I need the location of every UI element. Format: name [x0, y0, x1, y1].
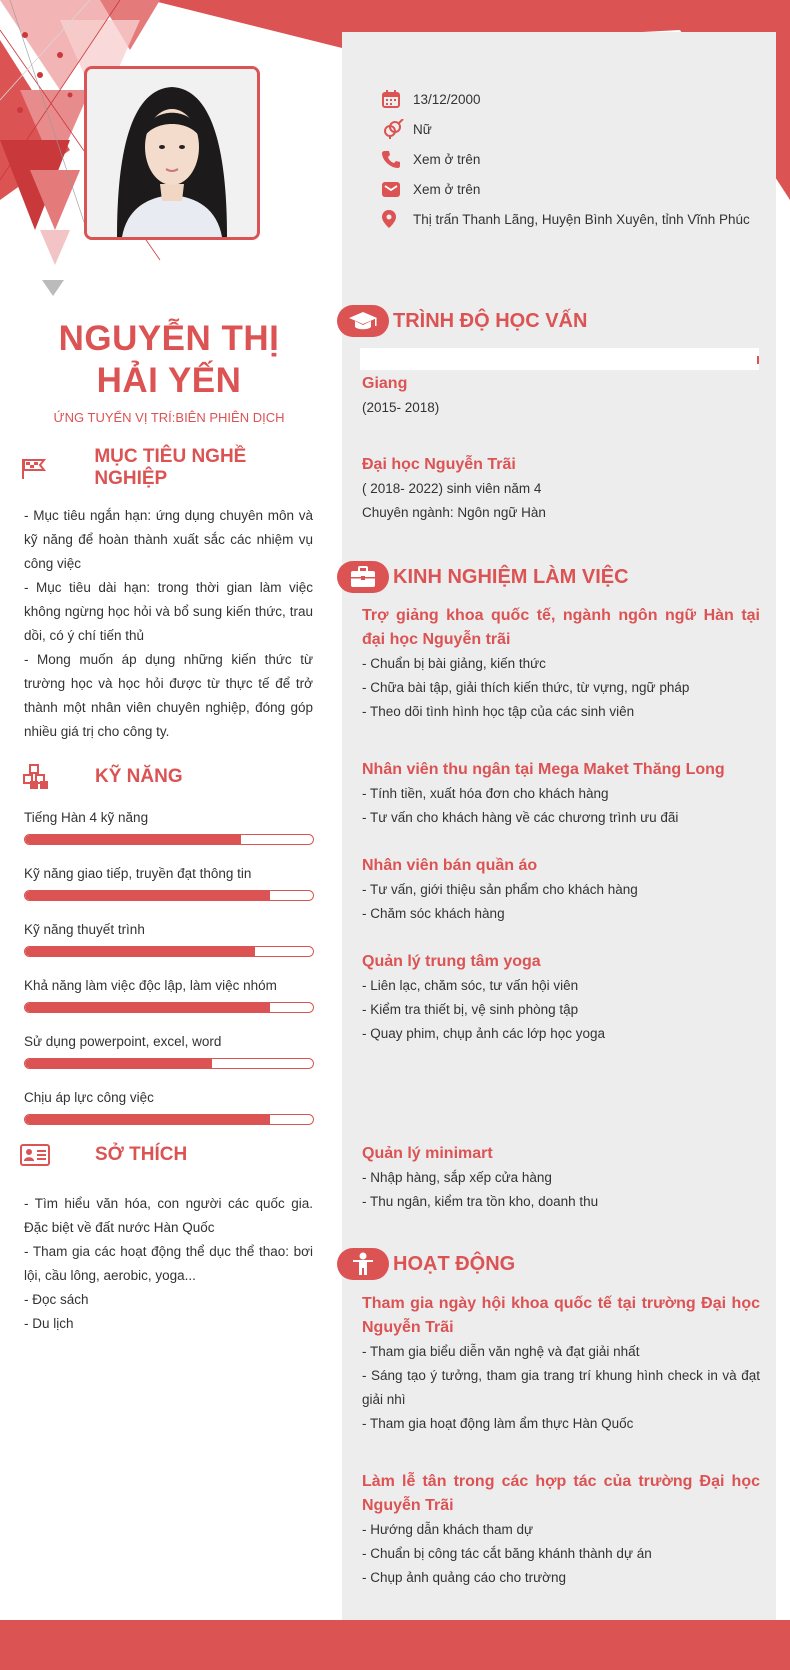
- section-title-objective: [20, 446, 320, 489]
- id-card-icon: [20, 1140, 54, 1170]
- skill-item: [24, 977, 314, 1033]
- flag-icon: [20, 453, 53, 483]
- experience-line: - Chuẩn bị bài giảng, kiến thức: [362, 656, 546, 671]
- experience-line: - Liên lạc, chăm sóc, tư vấn hội viên: [362, 978, 579, 993]
- activity-title: Tham gia ngày hội khoa quốc tế tại trường Đại học Nguyễn Trãi: [362, 1295, 760, 1336]
- activity-line: - Tham gia hoạt động làm ẩm thực Hàn Quốc: [362, 1416, 634, 1431]
- skill-level-bar: [24, 1058, 314, 1069]
- experience-entry: [362, 604, 760, 724]
- experience-title: Quản lý trung tâm yoga: [362, 953, 541, 970]
- education-line: (2015- 2018): [362, 400, 440, 415]
- contact-email: [382, 174, 782, 204]
- experience-line: - Tính tiền, xuất hóa đơn cho khách hàng: [362, 786, 609, 801]
- skill-level-fill: [25, 1115, 270, 1124]
- location-icon: [382, 208, 413, 230]
- objective-text: [24, 504, 313, 744]
- contact-gender: [382, 114, 782, 144]
- applied-position: ỨNG TUYỂN VỊ TRÍ:BIÊN PHIÊN DỊCH: [53, 410, 285, 425]
- hobby-line: - Đọc sách: [24, 1292, 89, 1307]
- activity-line: - Hướng dẫn khách tham dự: [362, 1522, 534, 1537]
- contact-text: Nữ: [413, 121, 432, 137]
- experience-line: - Nhập hàng, sắp xếp cửa hàng: [362, 1170, 552, 1185]
- activity-line: - Sáng tạo ý tưởng, tham gia trang trí khung hình check in và đạt giải nhì: [362, 1368, 760, 1407]
- education-bar-marker: [757, 356, 759, 364]
- experience-title: Nhân viên thu ngân tại Mega Maket Thăng Long: [362, 761, 725, 778]
- portrait-image: [87, 69, 257, 237]
- section-title-text: HOẠT ĐỘNG: [393, 1252, 516, 1275]
- experience-entry: [362, 758, 760, 830]
- email-icon: [382, 178, 413, 200]
- skill-level-bar: [24, 1002, 314, 1013]
- name-block: [24, 318, 314, 425]
- section-title-experience: [337, 561, 629, 593]
- activity-entry: [362, 1470, 760, 1590]
- objective-line: - Mục tiêu dài hạn: trong thời gian làm việc không ngừng học hỏi và bổ sung kiến thức, trau dồi, có ý chí tiến thủ: [24, 580, 313, 643]
- experience-title: Quản lý minimart: [362, 1145, 493, 1162]
- section-title-text: SỞ THÍCH: [95, 1144, 188, 1165]
- skill-level-bar: [24, 834, 314, 845]
- contact-text: Xem ở trên: [413, 151, 481, 167]
- hobbies-text: [24, 1192, 313, 1336]
- gender-icon: [382, 118, 413, 140]
- section-title-education: [337, 305, 587, 337]
- skill-level-fill: [25, 891, 270, 900]
- section-title-text: KỸ NĂNG: [95, 766, 183, 787]
- phone-icon: [382, 148, 413, 170]
- footer-decoration: [0, 1620, 790, 1670]
- education-entry: [362, 372, 760, 420]
- contact-text: Xem ở trên: [413, 181, 481, 197]
- hobby-line: - Du lịch: [24, 1316, 74, 1331]
- contact-text: 13/12/2000: [413, 91, 481, 107]
- activity-entry: [362, 1292, 760, 1436]
- activity-line: - Chụp ảnh quảng cáo cho trường: [362, 1570, 567, 1585]
- section-title-text: TRÌNH ĐỘ HỌC VẤN: [393, 309, 588, 332]
- calendar-icon: [382, 88, 413, 110]
- skill-label: Tiếng Hàn 4 kỹ năng: [24, 810, 149, 825]
- objective-line: - Mục tiêu ngắn hạn: ứng dụng chuyên môn và kỹ năng để hoàn thành xuất sắc các nhiệm vụ công việc: [24, 508, 313, 571]
- activity-line: - Tham gia biểu diễn văn nghệ và đạt giải nhất: [362, 1344, 640, 1359]
- contact-text: Thị trấn Thanh Lãng, Huyện Bình Xuyên, tỉnh Vĩnh Phúc: [413, 211, 750, 227]
- graduation-cap-icon: [337, 305, 389, 337]
- education-line: ( 2018- 2022) sinh viên năm 4: [362, 481, 542, 496]
- briefcase-icon: [337, 561, 389, 593]
- skill-label: Chịu áp lực công việc: [24, 1090, 154, 1105]
- activity-title: Làm lễ tân trong các hợp tác của trường Đại học Nguyễn Trãi: [362, 1473, 760, 1514]
- experience-entry: [362, 854, 760, 926]
- experience-line: - Tư vấn, giới thiệu sản phẩm cho khách hàng: [362, 882, 638, 897]
- section-title-text: MỤC TIÊU NGHỀ NGHIỆP: [94, 446, 247, 489]
- person-icon: [337, 1248, 389, 1280]
- contact-list: [382, 84, 782, 234]
- experience-title: Nhân viên bán quần áo: [362, 857, 538, 874]
- skill-item: [24, 921, 314, 977]
- skill-level-fill: [25, 1003, 270, 1012]
- skill-item: [24, 809, 314, 865]
- section-title-activities: [337, 1248, 515, 1280]
- experience-line: - Tư vấn cho khách hàng về các chương trình ưu đãi: [362, 810, 679, 825]
- skill-level-fill: [25, 947, 255, 956]
- activity-line: - Chuẩn bị công tác cắt băng khánh thành dự án: [362, 1546, 652, 1561]
- hobby-line: - Tham gia các hoạt động thể dục thể thao: bơi lội, cầu lông, aerobic, yoga...: [24, 1244, 313, 1283]
- experience-line: - Kiểm tra thiết bị, vệ sinh phòng tập: [362, 1002, 579, 1017]
- skill-level-fill: [25, 1059, 212, 1068]
- education-title: Giang: [362, 375, 408, 392]
- section-title-skills: [20, 762, 320, 792]
- full-name-line-2: HẢI YẾN: [96, 361, 242, 400]
- section-title-text: KINH NGHIỆM LÀM VIỆC: [393, 565, 629, 588]
- experience-line: - Thu ngân, kiểm tra tồn kho, doanh thu: [362, 1194, 599, 1209]
- profile-photo: [84, 66, 260, 240]
- skills-list: [24, 809, 314, 1145]
- experience-line: - Chữa bài tập, giải thích kiến thức, từ vựng, ngữ pháp: [362, 680, 690, 695]
- experience-entry: [362, 1142, 760, 1214]
- experience-line: - Theo dõi tình hình học tập của các sinh viên: [362, 704, 635, 719]
- experience-entry: [362, 950, 760, 1046]
- skill-level-fill: [25, 835, 241, 844]
- education-blank-bar: [360, 348, 759, 370]
- experience-line: - Quay phim, chụp ảnh các lớp học yoga: [362, 1026, 605, 1041]
- skill-item: [24, 1089, 314, 1145]
- skill-label: Kỹ năng giao tiếp, truyền đạt thông tin: [24, 866, 252, 881]
- experience-title: Trợ giảng khoa quốc tế, ngành ngôn ngữ Hàn tại đại học Nguyễn trãi: [362, 607, 760, 648]
- education-title: Đại học Nguyễn Trãi: [362, 456, 516, 473]
- education-line: Chuyên ngành: Ngôn ngữ Hàn: [362, 505, 546, 520]
- skill-item: [24, 1033, 314, 1089]
- hobby-line: - Tìm hiểu văn hóa, con người các quốc gia. Đặc biệt về đất nước Hàn Quốc: [24, 1196, 313, 1235]
- section-title-hobbies: [20, 1140, 320, 1170]
- contact-birthday: [382, 84, 782, 114]
- skill-label: Khả năng làm việc độc lập, làm việc nhóm: [24, 978, 277, 993]
- contact-phone: [382, 144, 782, 174]
- experience-line: - Chăm sóc khách hàng: [362, 906, 505, 921]
- full-name-line-1: NGUYỄN THỊ: [58, 319, 280, 358]
- skill-level-bar: [24, 1114, 314, 1125]
- education-entry: [362, 453, 760, 525]
- contact-address: [382, 204, 782, 234]
- skill-label: Sử dụng powerpoint, excel, word: [24, 1034, 222, 1049]
- objective-line: - Mong muốn áp dụng những kiến thức từ trường học và học hỏi được từ thực tế để trở thành một nhân viên chuyên nghiệp, đóng góp nhiều giá trị cho công ty.: [24, 652, 313, 739]
- skill-item: [24, 865, 314, 921]
- skill-label: Kỹ năng thuyết trình: [24, 922, 145, 937]
- boxes-icon: [20, 762, 54, 792]
- skill-level-bar: [24, 946, 314, 957]
- skill-level-bar: [24, 890, 314, 901]
